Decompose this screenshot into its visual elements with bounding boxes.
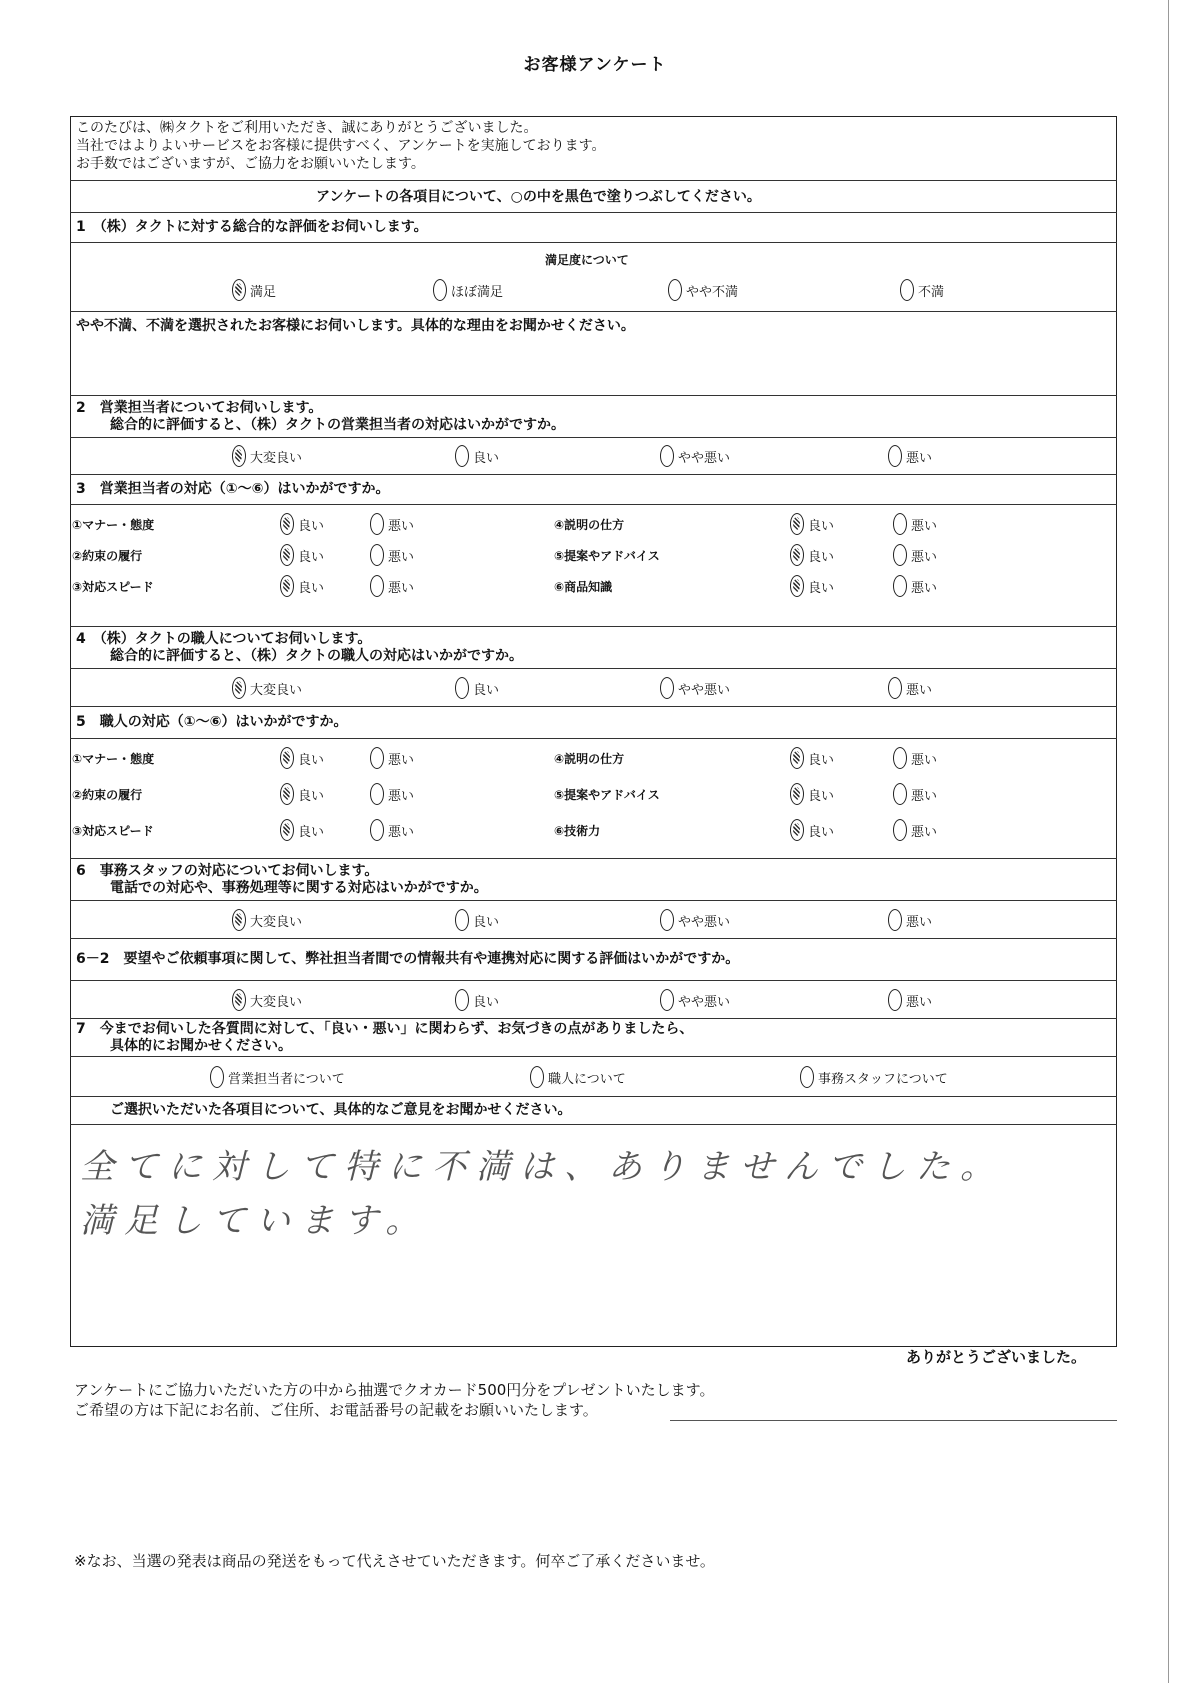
- radio-oval[interactable]: [893, 513, 907, 535]
- radio-oval[interactable]: [370, 783, 384, 805]
- q4-heading-2: 総合的に評価すると、（株）タクトの職人の対応はいかがですか。: [110, 648, 523, 664]
- q4-option-1[interactable]: 大変良い: [232, 677, 302, 699]
- radio-oval[interactable]: [900, 279, 914, 301]
- q62-option-3[interactable]: やや悪い: [660, 989, 730, 1011]
- q1-option-3[interactable]: やや不満: [668, 279, 738, 301]
- radio-oval[interactable]: [455, 677, 469, 699]
- radio-oval[interactable]: [660, 989, 674, 1011]
- radio-oval[interactable]: [455, 989, 469, 1011]
- q1-followup-row: [70, 311, 1117, 395]
- radio-oval[interactable]: [660, 677, 674, 699]
- q4-heading-row: [70, 626, 1117, 668]
- q2-heading-1: 2 営業担当者についてお伺いします。: [76, 400, 323, 416]
- present-line-1: アンケートにご協力いただいた方の中から抽選でクオカード500円分をプレゼントいたします。: [74, 1381, 715, 1399]
- q6-option-2[interactable]: 良い: [455, 909, 499, 931]
- q3-heading: 3 営業担当者の対応（①～⑥）はいかがですか。: [76, 481, 390, 497]
- q6-heading-2: 電話での対応や、事務処理等に関する対応はいかがですか。: [110, 880, 488, 896]
- radio-oval[interactable]: [455, 445, 469, 467]
- q3-item-1-bad[interactable]: 悪い: [370, 513, 414, 535]
- instruction-row: [70, 180, 1117, 212]
- radio-oval[interactable]: [370, 544, 384, 566]
- q1-heading-row: [70, 212, 1117, 242]
- q7-heading-2: 具体的にお聞かせください。: [110, 1038, 292, 1054]
- intro-line-3: お手数ではございますが、ご協力をお願いいたします。: [76, 156, 425, 172]
- q62-heading-row: [70, 938, 1117, 980]
- q5-item-3: ③対応スピード: [72, 824, 154, 838]
- q2-option-3[interactable]: やや悪い: [660, 445, 730, 467]
- q5-item-4-good[interactable]: 良い: [790, 747, 834, 769]
- radio-oval[interactable]: [893, 747, 907, 769]
- q7-option-3[interactable]: 事務スタッフについて: [800, 1066, 948, 1088]
- q5-item-5: ⑤提案やアドバイス: [554, 788, 660, 802]
- radio-oval-filled[interactable]: [790, 544, 804, 566]
- radio-oval-filled[interactable]: [790, 783, 804, 805]
- q2-option-4[interactable]: 悪い: [888, 445, 932, 467]
- q1-option-2[interactable]: ほぼ満足: [433, 279, 503, 301]
- q1-sublabel: 満足度について: [545, 253, 629, 267]
- q3-item-2: ②約束の履行: [72, 549, 143, 563]
- q5-item-3-good[interactable]: 良い: [280, 819, 324, 841]
- radio-oval-filled[interactable]: [790, 513, 804, 535]
- q3-item-5-good[interactable]: 良い: [790, 544, 834, 566]
- q4-option-4[interactable]: 悪い: [888, 677, 932, 699]
- radio-oval[interactable]: [888, 989, 902, 1011]
- radio-oval[interactable]: [893, 783, 907, 805]
- q62-options-row: [70, 980, 1117, 1018]
- radio-oval-filled[interactable]: [280, 783, 294, 805]
- q2-option-2[interactable]: 良い: [455, 445, 499, 467]
- radio-oval[interactable]: [888, 445, 902, 467]
- q5-item-1: ①マナー・態度: [72, 752, 155, 766]
- q5-item-1-good[interactable]: 良い: [280, 747, 324, 769]
- q5-heading-row: [70, 706, 1117, 738]
- q6-heading-1: 6 事務スタッフの対応についてお伺いします。: [76, 863, 379, 879]
- q7-heading-1: 7 今までお伺いした各質問に対して、「良い・悪い」に関わらず、お気づきの点がありましたら、: [76, 1021, 694, 1037]
- q5-item-6: ⑥技術力: [554, 824, 601, 838]
- q5-item-6-bad[interactable]: 悪い: [893, 819, 937, 841]
- q3-item-6: ⑥商品知識: [554, 580, 613, 594]
- radio-oval-filled[interactable]: [232, 677, 246, 699]
- radio-oval[interactable]: [370, 747, 384, 769]
- q3-item-1: ①マナー・態度: [72, 518, 155, 532]
- q3-item-2-bad[interactable]: 悪い: [370, 544, 414, 566]
- radio-oval[interactable]: [455, 909, 469, 931]
- q5-item-4-bad[interactable]: 悪い: [893, 747, 937, 769]
- q62-heading: 6－2 要望やご依頼事項に関して、弊社担当者間での情報共有や連携対応に関する評価はいかがですか。: [76, 951, 740, 967]
- radio-oval[interactable]: [370, 819, 384, 841]
- radio-oval[interactable]: [210, 1066, 224, 1088]
- handwritten-line-1: 全てに対して特に不満は、ありませんでした。: [80, 1147, 1004, 1187]
- q7-option-1[interactable]: 営業担当者について: [210, 1066, 345, 1088]
- radio-oval-filled[interactable]: [280, 819, 294, 841]
- q3-grid: [70, 504, 1117, 626]
- q3-item-6-good[interactable]: 良い: [790, 575, 834, 597]
- q3-item-3-good[interactable]: 良い: [280, 575, 324, 597]
- q1-options-row: [70, 242, 1117, 311]
- radio-oval-filled[interactable]: [280, 575, 294, 597]
- intro-line-1: このたびは、㈱タクトをご利用いただき、誠にありがとうございました。: [76, 120, 538, 136]
- radio-oval[interactable]: [433, 279, 447, 301]
- q5-item-1-bad[interactable]: 悪い: [370, 747, 414, 769]
- q4-options-row: [70, 668, 1117, 706]
- present-line-2: ご希望の方は下記にお名前、ご住所、お電話番号の記載をお願いいたします。: [74, 1401, 598, 1419]
- q2-options-row: [70, 437, 1117, 474]
- radio-oval[interactable]: [370, 575, 384, 597]
- q1-followup: やや不満、不満を選択されたお客様にお伺いします。具体的な理由をお聞かせください。: [76, 318, 635, 334]
- q5-item-5-good[interactable]: 良い: [790, 783, 834, 805]
- page-title: お客様アンケート: [523, 55, 667, 75]
- radio-oval-filled[interactable]: [280, 747, 294, 769]
- radio-oval-filled[interactable]: [232, 279, 246, 301]
- q3-item-2-good[interactable]: 良い: [280, 544, 324, 566]
- radio-oval[interactable]: [893, 575, 907, 597]
- scan-edge: [1168, 0, 1169, 1683]
- q6-options-row: [70, 900, 1117, 938]
- radio-oval-filled[interactable]: [280, 513, 294, 535]
- q3-item-4: ④説明の仕方: [554, 518, 625, 532]
- q5-item-4: ④説明の仕方: [554, 752, 625, 766]
- q5-item-2: ②約束の履行: [72, 788, 143, 802]
- q3-item-5-bad[interactable]: 悪い: [893, 544, 937, 566]
- q5-item-5-bad[interactable]: 悪い: [893, 783, 937, 805]
- q5-item-3-bad[interactable]: 悪い: [370, 819, 414, 841]
- q62-option-4[interactable]: 悪い: [888, 989, 932, 1011]
- q1-heading: 1 （株）タクトに対する総合的な評価をお伺いします。: [76, 219, 428, 235]
- q2-heading-row: [70, 395, 1117, 437]
- q1-option-4[interactable]: 不満: [900, 279, 944, 301]
- q2-option-1[interactable]: 大変良い: [232, 445, 302, 467]
- q4-option-2[interactable]: 良い: [455, 677, 499, 699]
- radio-oval[interactable]: [800, 1066, 814, 1088]
- q7-options-row: [70, 1056, 1117, 1096]
- q5-item-6-good[interactable]: 良い: [790, 819, 834, 841]
- q3-item-5: ⑤提案やアドバイス: [554, 549, 660, 563]
- radio-oval[interactable]: [668, 279, 682, 301]
- q7-prompt: ご選択いただいた各項目について、具体的なご意見をお聞かせください。: [110, 1102, 572, 1118]
- handwritten-line-2: 満足しています。: [80, 1201, 430, 1241]
- radio-oval[interactable]: [893, 544, 907, 566]
- radio-oval-filled[interactable]: [232, 909, 246, 931]
- divider-line: [670, 1420, 1117, 1421]
- q5-item-2-good[interactable]: 良い: [280, 783, 324, 805]
- radio-oval[interactable]: [888, 677, 902, 699]
- q62-option-2[interactable]: 良い: [455, 989, 499, 1011]
- radio-oval-filled[interactable]: [280, 544, 294, 566]
- radio-oval[interactable]: [888, 909, 902, 931]
- intro-line-2: 当社ではよりよいサービスをお客様に提供すべく、アンケートを実施しております。: [76, 138, 606, 154]
- q3-item-4-good[interactable]: 良い: [790, 513, 834, 535]
- radio-oval[interactable]: [370, 513, 384, 535]
- q3-item-6-bad[interactable]: 悪い: [893, 575, 937, 597]
- q4-heading-1: 4 （株）タクトの職人についてお伺いします。: [76, 631, 372, 647]
- q7-comment-box[interactable]: [70, 1124, 1117, 1347]
- q4-option-3[interactable]: やや悪い: [660, 677, 730, 699]
- q3-item-3-bad[interactable]: 悪い: [370, 575, 414, 597]
- q6-heading-row: [70, 858, 1117, 900]
- q5-grid: [70, 738, 1117, 858]
- radio-oval[interactable]: [660, 909, 674, 931]
- footnote: ※なお、当選の発表は商品の発送をもって代えさせていただきます。何卒ご了承くださいませ。: [74, 1552, 715, 1570]
- q2-heading-2: 総合的に評価すると、（株）タクトの営業担当者の対応はいかがですか。: [110, 417, 565, 433]
- closing-thanks: ありがとうございました。: [906, 1348, 1087, 1366]
- radio-oval-filled[interactable]: [232, 989, 246, 1011]
- instruction-text: アンケートの各項目について、○の中を黒色で塗りつぶしてください。: [316, 189, 761, 205]
- q6-option-1[interactable]: 大変良い: [232, 909, 302, 931]
- q7-prompt-row: [70, 1096, 1117, 1124]
- q1-option-1[interactable]: 満足: [232, 279, 276, 301]
- q3-heading-row: [70, 474, 1117, 504]
- radio-oval-filled[interactable]: [232, 445, 246, 467]
- q62-option-1[interactable]: 大変良い: [232, 989, 302, 1011]
- q6-option-3[interactable]: やや悪い: [660, 909, 730, 931]
- q6-option-4[interactable]: 悪い: [888, 909, 932, 931]
- radio-oval[interactable]: [660, 445, 674, 467]
- q7-option-2[interactable]: 職人について: [530, 1066, 626, 1088]
- radio-oval-filled[interactable]: [790, 747, 804, 769]
- radio-oval[interactable]: [893, 819, 907, 841]
- q5-item-2-bad[interactable]: 悪い: [370, 783, 414, 805]
- radio-oval-filled[interactable]: [790, 819, 804, 841]
- q3-item-1-good[interactable]: 良い: [280, 513, 324, 535]
- radio-oval-filled[interactable]: [790, 575, 804, 597]
- radio-oval[interactable]: [530, 1066, 544, 1088]
- q7-heading-row: [70, 1018, 1117, 1056]
- q3-item-4-bad[interactable]: 悪い: [893, 513, 937, 535]
- q5-heading: 5 職人の対応（①～⑥）はいかがですか。: [76, 714, 348, 730]
- q3-item-3: ③対応スピード: [72, 580, 154, 594]
